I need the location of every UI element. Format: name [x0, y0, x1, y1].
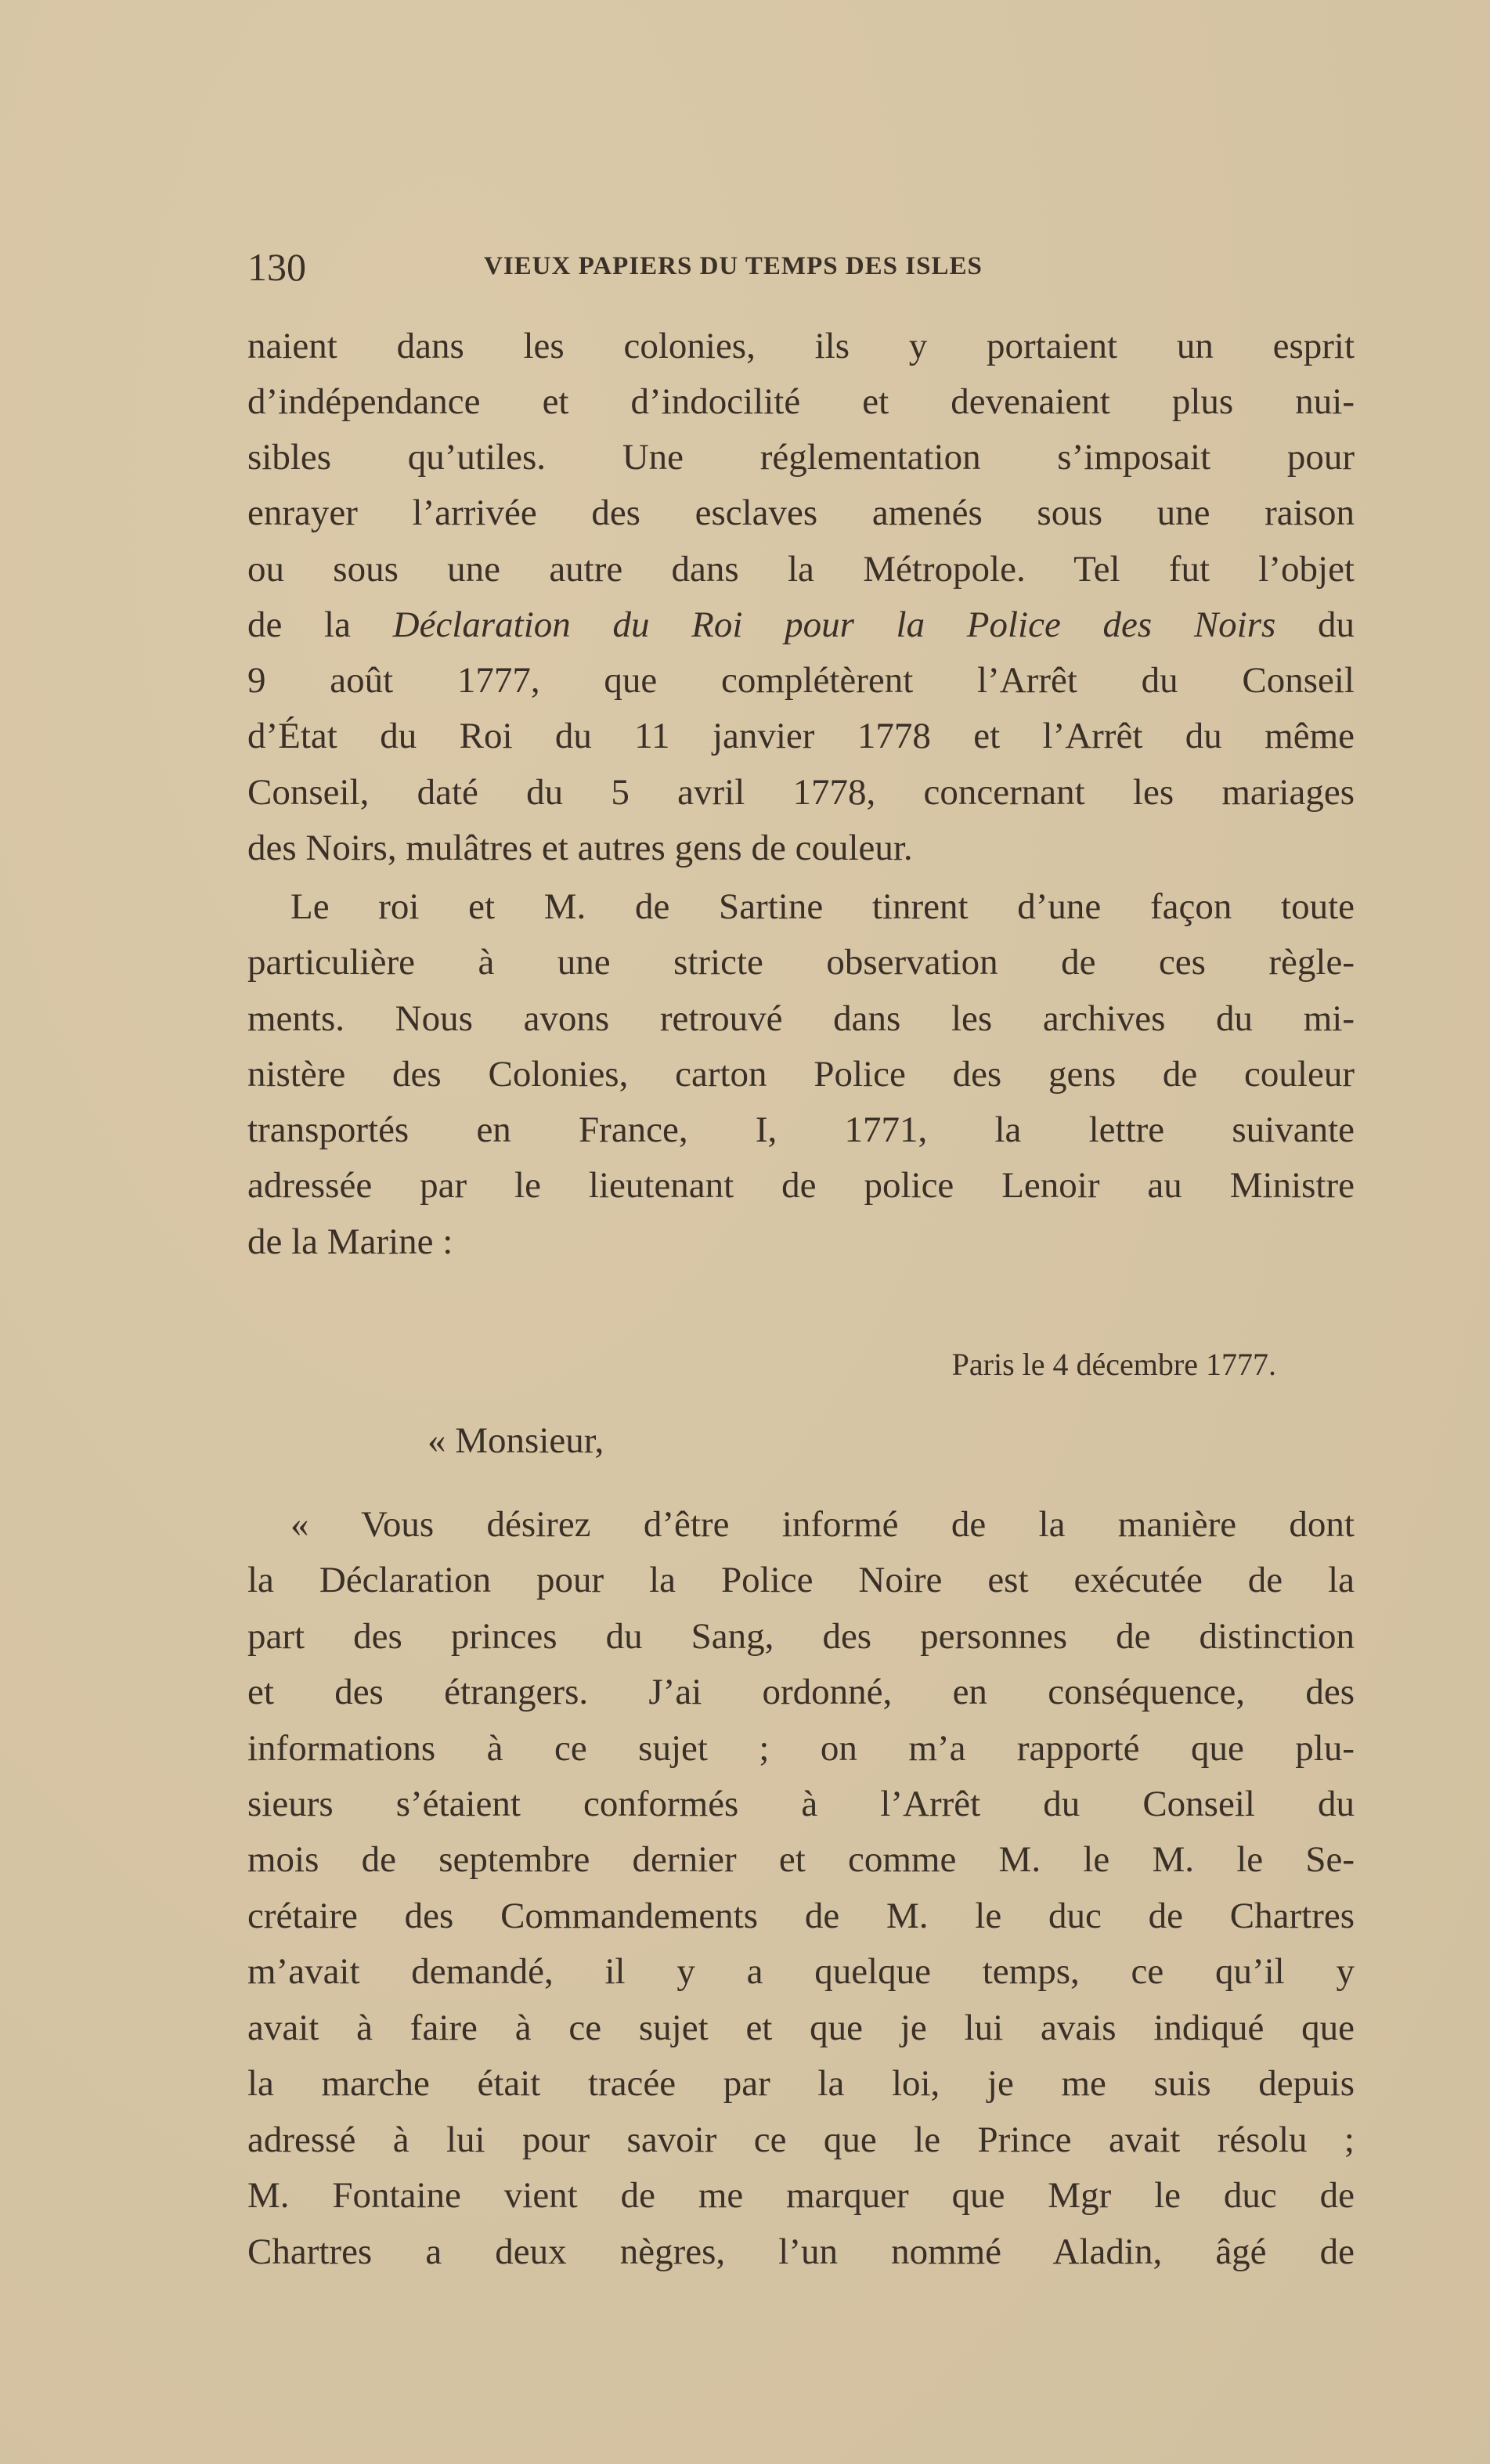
- text-line: la marche était tracée par la loi, je me suis depuis: [247, 2063, 1355, 2104]
- text-segment: de la: [247, 604, 393, 645]
- text-line: crétaire des Commandements de M. le duc de Chartres: [247, 1896, 1355, 1936]
- text-line: naient dans les colonies, ils y portaient un esprit: [247, 326, 1355, 366]
- text-line: nistère des Colonies, carton Police des gens de couleur: [247, 1054, 1355, 1095]
- text-line: la Déclaration pour la Police Noire est exécutée de la: [247, 1560, 1355, 1600]
- text-line: informations à ce sujet ; on m’a rapporté que plu-: [247, 1728, 1355, 1769]
- text-line: avait à faire à ce sujet et que je lui avais indiqué que: [247, 2008, 1355, 2048]
- text-line: adressé à lui pour savoir ce que le Prince avait résolu ;: [247, 2119, 1355, 2160]
- text-line: d’État du Roi du 11 janvier 1778 et l’Arrêt du même: [247, 716, 1355, 756]
- text-line: enrayer l’arrivée des esclaves amenés sous une raison: [247, 492, 1355, 533]
- italic-title: Déclaration du Roi pour la Police des Noirs: [392, 604, 1276, 645]
- text-line: m’avait demandé, il y a quelque temps, ce qu’il y: [247, 1951, 1355, 1992]
- text-line: Le roi et M. de Sartine tinrent d’une façon toute: [290, 886, 1355, 927]
- text-line: de la Marine :: [247, 1221, 453, 1262]
- text-line: sieurs s’étaient conformés à l’Arrêt du Conseil du: [247, 1784, 1355, 1824]
- text-line: part des princes du Sang, des personnes de distinction: [247, 1616, 1355, 1657]
- letter-salutation: « Monsieur,: [428, 1420, 604, 1461]
- page-number: 130: [247, 245, 306, 289]
- text-line: ou sous une autre dans la Métropole. Tel fut l’objet: [247, 549, 1355, 590]
- text-line: mois de septembre dernier et comme M. le M. le Se-: [247, 1839, 1355, 1880]
- text-line: [247, 597, 1355, 653]
- text-line: « Vous désirez d’être informé de la manière dont: [290, 1504, 1355, 1545]
- text-line: Conseil, daté du 5 avril 1778, concernant les mariages: [247, 772, 1355, 813]
- text-line: ments. Nous avons retrouvé dans les archives du mi-: [247, 998, 1355, 1039]
- text-line: et des étrangers. J’ai ordonné, en conséquence, des: [247, 1672, 1355, 1712]
- text-line: particulière à une stricte observation de ces règle-: [247, 942, 1355, 983]
- text-line: M. Fontaine vient de me marquer que Mgr le duc de: [247, 2175, 1355, 2216]
- running-title: VIEUX PAPIERS DU TEMPS DES ISLES: [484, 252, 983, 280]
- text-segment: du: [1275, 604, 1355, 645]
- letter-date: Paris le 4 décembre 1777.: [951, 1347, 1276, 1382]
- text-line: des Noirs, mulâtres et autres gens de couleur.: [247, 828, 913, 868]
- text-line: transportés en France, I, 1771, la lettre suivante: [247, 1109, 1355, 1150]
- text-line: adressée par le lieutenant de police Lenoir au Ministre: [247, 1165, 1355, 1206]
- text-line: Chartres a deux nègres, l’un nommé Aladin, âgé de: [247, 2231, 1355, 2272]
- text-line: 9 août 1777, que complétèrent l’Arrêt du Conseil: [247, 660, 1355, 701]
- text-line: d’indépendance et d’indocilité et devenaient plus nui-: [247, 381, 1355, 422]
- text-line: sibles qu’utiles. Une réglementation s’imposait pour: [247, 437, 1355, 478]
